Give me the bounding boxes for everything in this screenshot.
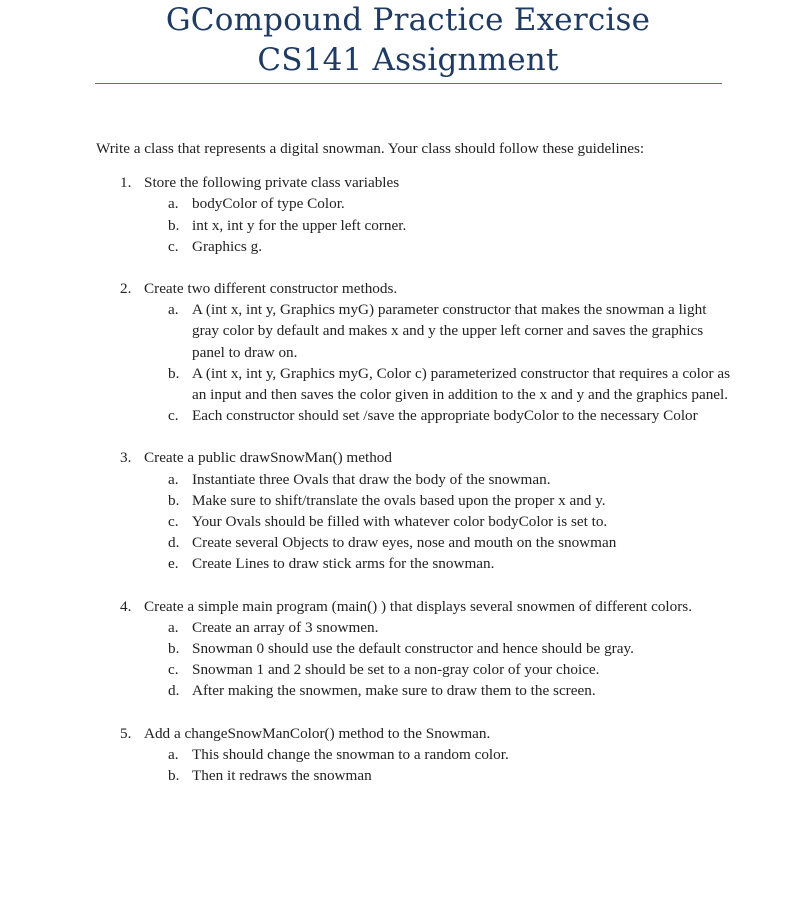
sub-list-item (144, 469, 736, 490)
sub-item-text: A (int x, int y, Graphics myG, Color c) parameterized constructor that requires a color as an input and then saves the color given in addition to the x and y and the graphics panel. (192, 364, 730, 404)
sub-list (144, 617, 736, 702)
item-text: Create a simple main program (main() ) that displays several snowmen of different colors. (144, 597, 692, 615)
item-number: 1. (120, 174, 132, 192)
sub-item-text: After making the snowmen, make sure to draw them to the screen. (192, 682, 596, 700)
sub-item-letter: b. (168, 364, 180, 382)
sub-list-item (144, 638, 736, 659)
list-item (96, 172, 736, 257)
sub-item-text: Snowman 1 and 2 should be set to a non-gray color of your choice. (192, 661, 600, 679)
title-line-1: GCompound Practice Exercise (165, 2, 651, 38)
list-item (96, 723, 736, 787)
sub-list-item (144, 765, 736, 786)
sub-list-item (144, 193, 736, 214)
sub-item-letter: e. (168, 555, 179, 573)
sub-item-text: int x, int y for the upper left corner. (192, 216, 407, 234)
item-number: 3. (120, 449, 132, 467)
sub-list-item (144, 299, 736, 363)
sub-item-text: Snowman 0 should use the default constructor and hence should be gray. (192, 640, 634, 658)
sub-item-text: Instantiate three Ovals that draw the body of the snowman. (192, 470, 551, 488)
item-number: 2. (120, 280, 132, 298)
page-title (95, 0, 721, 80)
sub-item-text: This should change the snowman to a random color. (192, 745, 509, 763)
item-text: Create a public drawSnowMan() method (144, 449, 392, 467)
sub-item-letter: a. (168, 745, 179, 763)
assignment-body (96, 138, 736, 807)
title-line-2: CS141 Assignment (257, 42, 559, 78)
sub-list-item (144, 511, 736, 532)
sub-item-letter: b. (168, 216, 180, 234)
sub-list-item (144, 680, 736, 701)
sub-list-item (144, 236, 736, 257)
guideline-list (96, 172, 736, 786)
sub-list-item (144, 363, 736, 405)
item-number: 5. (120, 724, 132, 742)
sub-item-text: bodyColor of type Color. (192, 195, 345, 213)
sub-list-item (144, 532, 736, 553)
sub-item-letter: b. (168, 640, 180, 658)
sub-item-letter: c. (168, 237, 179, 255)
sub-item-letter: a. (168, 301, 179, 319)
sub-list (144, 744, 736, 786)
sub-item-letter: b. (168, 767, 180, 785)
sub-item-text: Create Lines to draw stick arms for the snowman. (192, 555, 495, 573)
title-divider (95, 83, 722, 84)
sub-item-letter: a. (168, 618, 179, 636)
sub-item-letter: d. (168, 534, 180, 552)
sub-item-text: Your Ovals should be filled with whatever color bodyColor is set to. (192, 513, 608, 531)
sub-list (144, 193, 736, 257)
sub-list-item (144, 553, 736, 574)
sub-list-item (144, 659, 736, 680)
sub-list (144, 469, 736, 575)
sub-item-letter: d. (168, 682, 180, 700)
item-text: Store the following private class variables (144, 174, 400, 192)
sub-list-item (144, 215, 736, 236)
sub-list-item (144, 490, 736, 511)
sub-item-text: Create several Objects to draw eyes, nose and mouth on the snowman (192, 534, 617, 552)
sub-item-text: A (int x, int y, Graphics myG) parameter constructor that makes the snowman a light gray color by default and makes x and y the upper left corner and saves the graphics panel to draw on. (192, 301, 707, 361)
list-item (96, 278, 736, 426)
sub-item-letter: c. (168, 661, 179, 679)
sub-list-item (144, 617, 736, 638)
sub-item-letter: a. (168, 470, 179, 488)
item-text: Create two different constructor methods. (144, 280, 398, 298)
sub-item-letter: b. (168, 491, 180, 509)
list-item (96, 596, 736, 702)
sub-item-text: Each constructor should set /save the appropriate bodyColor to the necessary Color (192, 407, 698, 425)
sub-item-text: Then it redraws the snowman (192, 767, 372, 785)
sub-list (144, 299, 736, 426)
list-item (96, 447, 736, 574)
sub-list-item (144, 744, 736, 765)
sub-item-text: Make sure to shift/translate the ovals based upon the proper x and y. (192, 491, 606, 509)
sub-list-item (144, 405, 736, 426)
sub-item-text: Graphics g. (192, 237, 263, 255)
item-text: Add a changeSnowManColor() method to the Snowman. (144, 724, 491, 742)
sub-item-text: Create an array of 3 snowmen. (192, 618, 379, 636)
sub-item-letter: c. (168, 513, 179, 531)
sub-item-letter: a. (168, 195, 179, 213)
item-number: 4. (120, 597, 132, 615)
sub-item-letter: c. (168, 407, 179, 425)
intro-paragraph: Write a class that represents a digital snowman. Your class should follow these guidelines: (96, 140, 645, 157)
